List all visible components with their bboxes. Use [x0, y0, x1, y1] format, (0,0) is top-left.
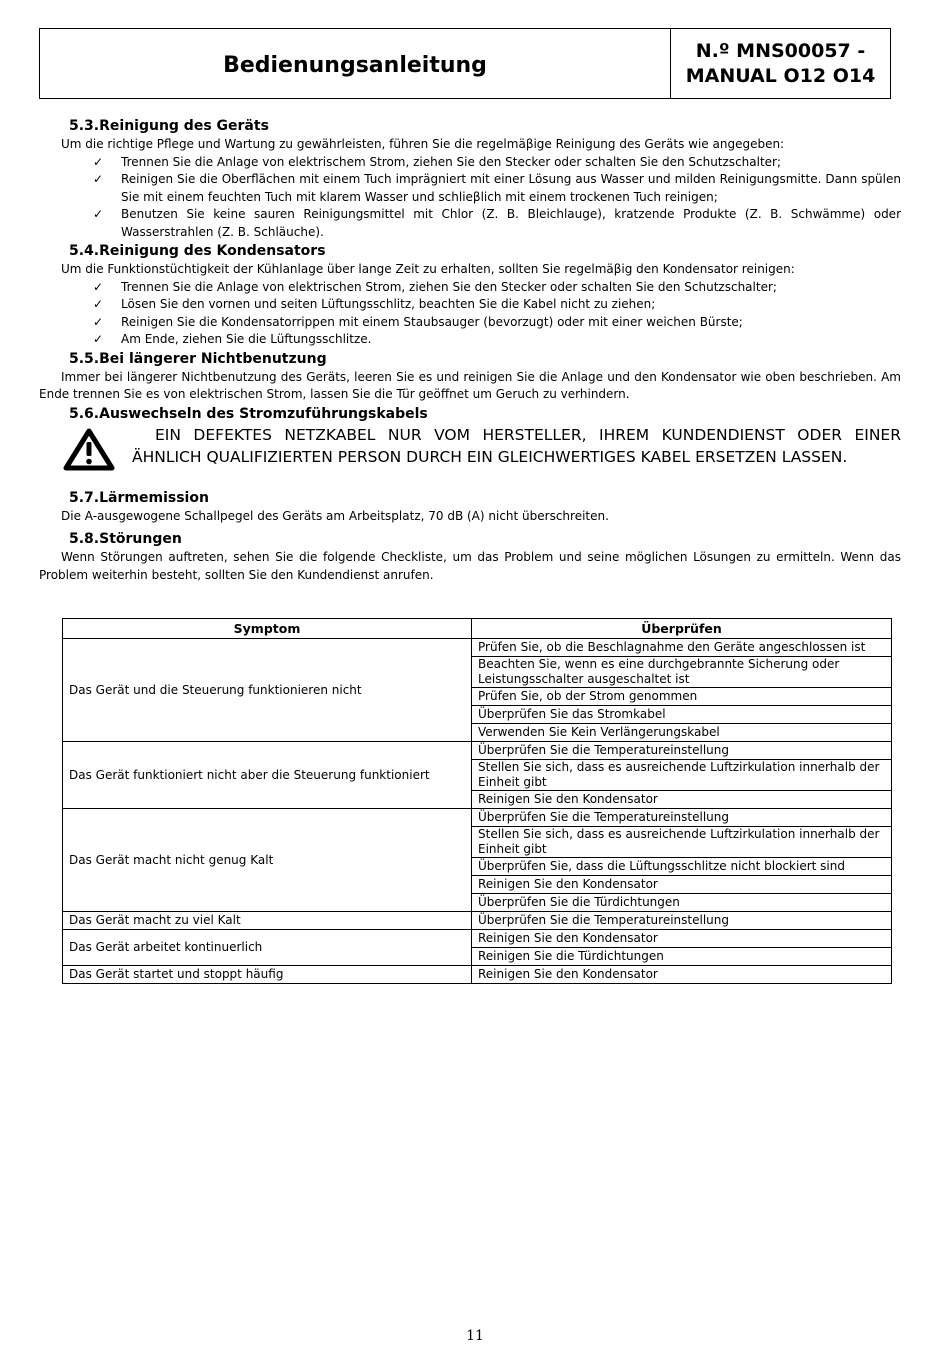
checklist-item: ✓ Benutzen Sie keine sauren Reinigungsmittel mit Chlor (Z. B. Bleichlauge), kratzende Produkte (Z. B. Schwämme) oder Wasserstrahlen (Z. B. Schläuche). — [93, 207, 901, 239]
symptom-cell: Das Gerät arbeitet kontinuerlich — [63, 930, 472, 966]
table-row — [63, 809, 892, 827]
symptom-cell: Das Gerät funktioniert nicht aber die Steuerung funktioniert — [63, 742, 472, 809]
checkmark-icon: ✓ — [93, 332, 104, 346]
check-cell: Überprüfen Sie die Temperatureinstellung — [472, 912, 892, 930]
checklist-5-4 — [39, 279, 901, 349]
check-cell: Überprüfen Sie das Stromkabel — [472, 706, 892, 724]
check-cell: Verwenden Sie Kein Verlängerungskabel — [472, 724, 892, 742]
main-content — [39, 116, 901, 584]
checklist-item: ✓ Lösen Sie den vornen und seiten Lüftungsschlitz, beachten Sie die Kabel nicht zu ziehen; — [39, 296, 901, 314]
check-cell: Überprüfen Sie die Temperatureinstellung — [472, 809, 892, 827]
check-cell: Prüfen Sie, ob die Beschlagnahme den Geräte angeschlossen ist — [472, 639, 892, 657]
check-cell: Reinigen Sie die Türdichtungen — [472, 948, 892, 966]
document-code-line2: MANUAL O12 O14 — [685, 64, 876, 87]
warning-block — [39, 424, 901, 476]
checklist-5-3 — [39, 154, 901, 242]
section-intro-5-4: Um die Funktionstüchtigkeit der Kühlanlage über lange Zeit zu erhalten, sollten Sie regelmäβig den Kondensator reinigen: — [61, 262, 795, 276]
checklist-item: ✓ Trennen Sie die Anlage von elektrischem Strom, ziehen Sie den Stecker oder schalten Sie den Schutzschalter; — [39, 154, 901, 172]
check-cell: Prüfen Sie, ob der Strom genommen — [472, 688, 892, 706]
check-cell: Überprüfen Sie die Temperatureinstellung — [472, 742, 892, 760]
checkmark-icon: ✓ — [93, 172, 104, 186]
section-intro-5-3: Um die richtige Pflege und Wartung zu gewährleisten, führen Sie die regelmäβige Reinigung des Geräts wie angegeben: — [61, 137, 785, 151]
section-heading-5-3: 5.3.Reinigung des Geräts — [69, 118, 269, 134]
checkmark-icon: ✓ — [93, 297, 104, 311]
check-cell: Stellen Sie sich, dass es ausreichende Luftzirkulation innerhalb der Einheit gibt — [472, 827, 892, 858]
checklist-item: ✓ Reinigen Sie die Kondensatorrippen mit einem Staubsauger (bevorzugt) oder mit einer weichen Bürste; — [39, 314, 901, 332]
symptom-cell: Das Gerät macht zu viel Kalt — [63, 912, 472, 930]
check-cell: Überprüfen Sie die Türdichtungen — [472, 894, 892, 912]
section-text-5-8: Wenn Störungen auftreten, sehen Sie die folgende Checkliste, um das Problem und seine möglichen Lösungen zu ermitteln. Wenn das Problem weiterhin besteht, sollten Sie den Kundendienst anrufen. — [39, 550, 901, 582]
checkmark-icon: ✓ — [93, 279, 104, 294]
check-cell: Überprüfen Sie, dass die Lüftungsschlitze nicht blockiert sind — [472, 858, 892, 876]
warning-text: EIN DEFEKTES NETZKABEL NUR VOM HERSTELLER, IHREM KUNDENDIENST ODER EINER ÄHNLICH QUALIFIZIERTEN PERSON DURCH EIN GLEICHWERTIGES KABEL ERSETZEN LASSEN. — [132, 425, 901, 466]
column-header-symptom: Symptom — [63, 619, 472, 639]
check-cell: Beachten Sie, wenn es eine durchgebrannte Sicherung oder Leistungsschalter ausgeschaltet ist — [472, 657, 892, 688]
checkmark-icon: ✓ — [93, 154, 104, 169]
checklist-item: ✓ Trennen Sie die Anlage von elektrischen Strom, ziehen Sie den Stecker oder schalten Sie den Schutzschalter; — [39, 279, 901, 297]
checklist-item: ✓ Am Ende, ziehen Sie die Lüftungsschlitze. — [39, 331, 901, 349]
check-cell: Reinigen Sie den Kondensator — [472, 966, 892, 984]
table-row — [63, 930, 892, 948]
table-row — [63, 912, 892, 930]
check-cell: Reinigen Sie den Kondensator — [472, 791, 892, 809]
section-heading-5-8: 5.8.Störungen — [69, 531, 182, 547]
document-title: Bedienungsanleitung — [40, 29, 671, 98]
check-cell: Reinigen Sie den Kondensator — [472, 876, 892, 894]
symptom-cell: Das Gerät startet und stoppt häufig — [63, 966, 472, 984]
checklist-item: ✓ Reinigen Sie die Oberflächen mit einem Tuch imprägniert mit einer Lösung aus Wasser und milden Reinigungsmitte. Dann spülen Sie mit einem feuchten Tuch mit klarem Wasser und schlieβlich mit einem trockenen Tuch reinigen; — [93, 172, 901, 204]
check-cell: Stellen Sie sich, dass es ausreichende Luftzirkulation innerhalb der Einheit gibt — [472, 760, 892, 791]
table-row — [63, 966, 892, 984]
symptom-cell: Das Gerät und die Steuerung funktionieren nicht — [63, 639, 472, 742]
document-header — [39, 28, 891, 99]
section-heading-5-7: 5.7.Lärmemission — [69, 489, 209, 506]
document-code — [671, 29, 890, 98]
check-cell: Reinigen Sie den Kondensator — [472, 930, 892, 948]
document-code-line1: N.º MNS00057 - — [695, 39, 866, 62]
symptom-cell: Das Gerät macht nicht genug Kalt — [63, 809, 472, 912]
section-heading-5-6: 5.6.Auswechseln des Stromzuführungskabels — [69, 405, 428, 422]
section-heading-5-4: 5.4.Reinigung des Kondensators — [69, 243, 326, 259]
warning-triangle-icon — [63, 428, 115, 472]
table-row — [63, 639, 892, 657]
section-heading-5-5: 5.5.Bei längerer Nichtbenutzung — [69, 350, 327, 367]
checkmark-icon: ✓ — [93, 207, 104, 221]
table-row — [63, 742, 892, 760]
troubleshooting-table — [62, 618, 892, 984]
checkmark-icon: ✓ — [93, 314, 104, 329]
section-text-5-7: Die A-ausgewogene Schallpegel des Geräts am Arbeitsplatz, 70 dB (A) nicht überschreiten. — [61, 508, 609, 523]
table-header-row — [63, 619, 892, 639]
column-header-check: Überprüfen — [472, 619, 892, 639]
section-text-5-5: Immer bei längerer Nichtbenutzung des Geräts, leeren Sie es und reinigen Sie die Anlage und den Kondensator wie oben beschrieben. Am Ende trennen Sie es von elektrischen Strom, lassen Sie die Tür geöffnet um Geruch zu verhindern. — [39, 369, 901, 401]
page-number: 11 — [466, 1328, 484, 1344]
